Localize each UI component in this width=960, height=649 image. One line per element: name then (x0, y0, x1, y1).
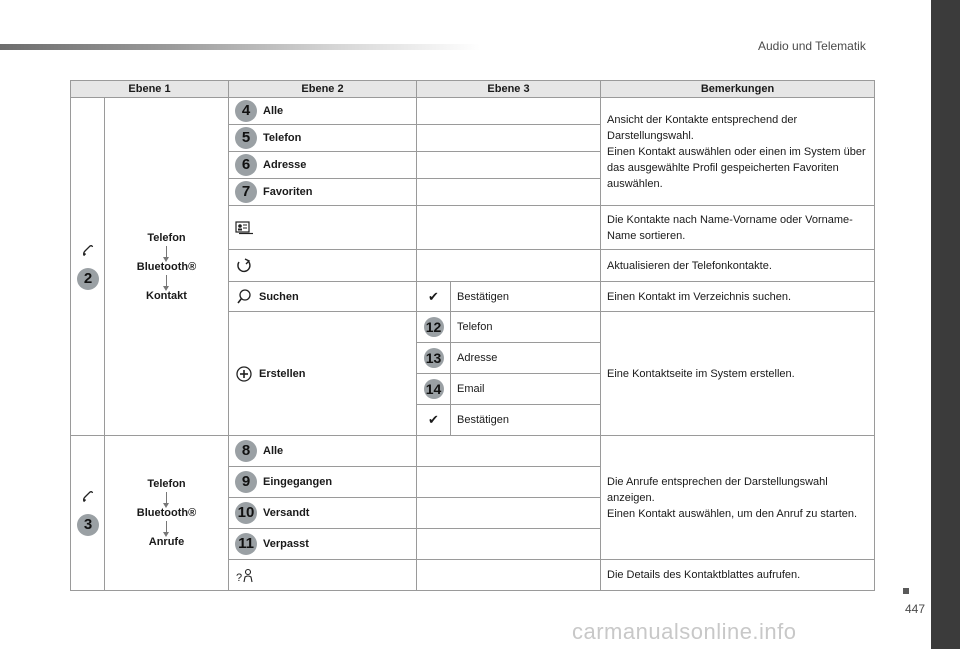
remark-calls: Die Anrufe entsprechen der Darstellungswahl anzeigen. Einen Kontakt auswählen, um den Anruf zu starten. (601, 436, 875, 560)
phone-icon (81, 490, 95, 504)
path-telefon: Telefon (147, 231, 186, 244)
side-tab-bar (931, 0, 960, 649)
row-create-adresse: Adresse (451, 343, 601, 374)
header-remarks: Bemerkungen (601, 81, 875, 98)
header-level1: Ebene 1 (71, 81, 229, 98)
remark-search: Einen Kontakt im Verzeichnis suchen. (601, 282, 875, 312)
row-sort (229, 206, 417, 250)
checkmark-icon: ✔ (417, 282, 451, 312)
page-number: 447 (905, 602, 926, 616)
row-adresse: 6 Adresse (229, 152, 417, 179)
section-title: Audio und Telematik (758, 39, 866, 53)
checkmark-icon: ✔ (417, 405, 451, 436)
table-row (71, 98, 875, 125)
watermark: carmanualsonline.info (572, 619, 797, 644)
row-create-email: Email (451, 374, 601, 405)
badge-7: 7 (235, 181, 257, 203)
row-versandt: 10 Versandt (229, 498, 417, 529)
row-calls-alle: 8 Alle (229, 436, 417, 467)
refresh-icon (235, 258, 253, 274)
svg-text:?: ? (236, 572, 243, 583)
phone-icon (81, 244, 95, 258)
remark-create: Eine Kontaktseite im System erstellen. (601, 312, 875, 436)
group2-icon-cell (71, 436, 105, 591)
path-bluetooth: Bluetooth® (136, 507, 197, 519)
row-verpasst: 11 Verpasst (229, 529, 417, 560)
menu-table (70, 80, 875, 591)
remark-view-contacts: Ansicht der Kontakte entsprechend der Darstellungswahl. Einen Kontakt auswählen oder einen im System über das ausgewählte Profil gespeicherten Favoriten auswählen. (601, 98, 875, 206)
badge-5: 5 (235, 127, 257, 149)
contact-card-sort-icon (235, 221, 255, 235)
row-telefon: 5 Telefon (229, 125, 417, 152)
badge-8: 8 (235, 440, 257, 462)
down-arrow-icon (166, 521, 167, 533)
contact-details-icon (235, 567, 257, 583)
table-header-row (71, 81, 875, 98)
row-erstellen: Erstellen (229, 312, 417, 436)
remark-details: Die Details des Kontaktblattes aufrufen. (601, 560, 875, 591)
badge-4: 4 (235, 100, 257, 122)
path-kontakt: Kontakt (146, 289, 187, 302)
down-arrow-icon (166, 275, 167, 287)
row-refresh (229, 250, 417, 282)
badge-14: 14 (424, 379, 444, 399)
path-bluetooth: Bluetooth® (136, 260, 197, 273)
group2-path (105, 436, 229, 591)
badge-9: 9 (235, 471, 257, 493)
row-favoriten: 7 Favoriten (229, 179, 417, 206)
header-level3: Ebene 3 (417, 81, 601, 98)
remark-sort: Die Kontakte nach Name-Vorname oder Vorname-Name sortieren. (601, 206, 875, 250)
badge-13: 13 (424, 348, 444, 368)
down-arrow-icon (166, 246, 167, 258)
row-suchen-confirm: Bestätigen (451, 282, 601, 312)
badge-3: 3 (77, 514, 99, 536)
table-row (71, 436, 875, 467)
row-eingegangen: 9 Eingegangen (229, 467, 417, 498)
badge-10: 10 (235, 502, 257, 524)
group1-icon-cell (71, 98, 105, 436)
badge-6: 6 (235, 154, 257, 176)
row-suchen: Suchen (229, 282, 417, 312)
badge-2: 2 (77, 268, 99, 290)
header-level2: Ebene 2 (229, 81, 417, 98)
search-icon (235, 288, 253, 306)
header-gradient-bar (0, 44, 480, 50)
path-telefon: Telefon (147, 478, 186, 490)
row-alle: 4 Alle (229, 98, 417, 125)
row-create-confirm: Bestätigen (451, 405, 601, 436)
down-arrow-icon (166, 492, 167, 504)
path-anrufe: Anrufe (148, 536, 185, 548)
badge-11: 11 (235, 533, 257, 555)
group1-path (105, 98, 229, 436)
page-marker (903, 588, 909, 594)
remark-refresh: Aktualisieren der Telefonkontakte. (601, 250, 875, 282)
add-contact-icon (235, 365, 253, 383)
row-create-telefon: Telefon (451, 312, 601, 343)
badge-12: 12 (424, 317, 444, 337)
row-details (229, 560, 417, 591)
